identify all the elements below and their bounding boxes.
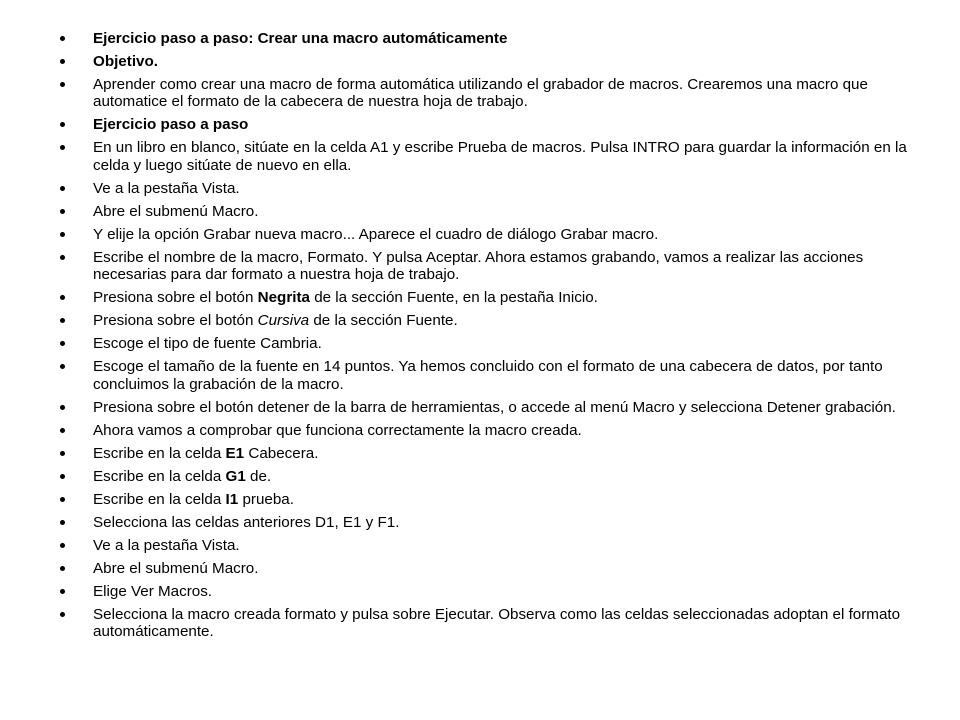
bullet-item xyxy=(60,312,920,329)
bullet-dot-icon xyxy=(60,428,65,433)
bullet-item xyxy=(60,139,920,174)
bullet-item xyxy=(60,422,920,439)
bullet-text: de la sección Fuente. xyxy=(309,312,458,330)
bullet-item xyxy=(60,203,920,220)
bullet-dot-icon xyxy=(60,451,65,456)
bullet-dot-icon xyxy=(60,474,65,479)
bullet-text: Ahora vamos a comprobar que funciona correctamente la macro creada. xyxy=(93,421,582,439)
bullet-text: prueba. xyxy=(238,490,294,508)
bullet-dot-icon xyxy=(60,209,65,214)
bullet-dot-icon xyxy=(60,122,65,127)
bullet-text: Negrita xyxy=(257,289,310,307)
bullet-item xyxy=(60,76,920,111)
bullet-text: Escribe en la celda xyxy=(93,467,226,485)
bullet-text: de. xyxy=(245,467,272,485)
bullet-dot-icon xyxy=(60,59,65,64)
bullet-item xyxy=(60,399,920,416)
bullet-text: Ejercicio paso a paso: Crear una macro automáticamente xyxy=(93,30,508,47)
bullet-dot-icon xyxy=(60,589,65,594)
bullet-text: Escribe en la celda xyxy=(93,490,226,508)
bullet-text: Ve a la pestaña Vista. xyxy=(93,536,240,554)
bullet-text: En un libro en blanco, sitúate en la celda A1 y escribe Prueba de macros. Pulsa INTRO para guardar la información en la celda y luego sitúate de nuevo en ella. xyxy=(93,139,907,174)
bullet-dot-icon xyxy=(60,405,65,410)
bullet-text: Ve a la pestaña Vista. xyxy=(93,179,240,197)
bullet-dot-icon xyxy=(60,520,65,525)
bullet-text: Escribe en la celda xyxy=(93,444,226,462)
bullet-text: Presiona sobre el botón detener de la barra de herramientas, o accede al menú Macro y selecciona Detener grabación. xyxy=(93,398,896,416)
bullet-item xyxy=(60,289,920,306)
bullet-dot-icon xyxy=(60,255,65,260)
bullet-item xyxy=(60,30,920,47)
bullet-item xyxy=(60,358,920,393)
bullet-item xyxy=(60,445,920,462)
bullet-text: Escribe el nombre de la macro, Formato. Y pulsa Aceptar. Ahora estamos grabando, vamos a realizar las acciones necesarias para dar formato a nuestra hoja de trabajo. xyxy=(93,248,864,284)
bullet-text: Escoge el tamaño de la fuente en 14 puntos. Ya hemos concluido con el formato de una cabecera de datos, por tanto concluimos la grabación de la macro. xyxy=(93,358,883,393)
bullet-dot-icon xyxy=(60,232,65,237)
bullet-item xyxy=(60,560,920,577)
bullet-text: Aprender como crear una macro de forma automática utilizando el grabador de macros. Crearemos una macro que automatice el formato de la cabecera de nuestra hoja de trabajo. xyxy=(93,76,868,111)
bullet-dot-icon xyxy=(60,543,65,548)
bullet-dot-icon xyxy=(60,186,65,191)
bullet-dot-icon xyxy=(60,612,65,617)
bullet-item xyxy=(60,514,920,531)
bullet-item xyxy=(60,335,920,352)
bullet-dot-icon xyxy=(60,566,65,571)
bullet-text: Selecciona las celdas anteriores D1, E1 y F1. xyxy=(93,513,400,531)
bullet-item xyxy=(60,180,920,197)
bullet-text: Selecciona la macro creada formato y pulsa sobre Ejecutar. Observa como las celdas seleccionadas adoptan el formato automáticamente. xyxy=(93,605,901,641)
bullet-text: Abre el submenú Macro. xyxy=(93,559,259,577)
bullet-dot-icon xyxy=(60,364,65,369)
bullet-text: Escoge el tipo de fuente Cambria. xyxy=(93,335,322,353)
bullet-item xyxy=(60,606,920,641)
bullet-item xyxy=(60,116,920,133)
bullet-item xyxy=(60,226,920,243)
bullet-dot-icon xyxy=(60,497,65,502)
bullet-item xyxy=(60,468,920,485)
bullet-dot-icon xyxy=(60,341,65,346)
bullet-text: I1 xyxy=(225,490,239,508)
bullet-dot-icon xyxy=(60,295,65,300)
bullet-dot-icon xyxy=(60,145,65,150)
bullet-item xyxy=(60,249,920,284)
bullet-list xyxy=(60,30,920,646)
bullet-text: G1 xyxy=(225,467,246,485)
bullet-text: Objetivo. xyxy=(93,53,158,70)
bullet-text: Y elije la opción Grabar nueva macro... Aparece el cuadro de diálogo Grabar macro. xyxy=(93,225,659,243)
bullet-dot-icon xyxy=(60,318,65,323)
bullet-text: Presiona sobre el botón xyxy=(93,289,258,307)
bullet-text: de la sección Fuente, en la pestaña Inicio. xyxy=(309,289,598,307)
bullet-item xyxy=(60,53,920,70)
bullet-text: Presiona sobre el botón xyxy=(93,312,258,330)
bullet-text: Ejercicio paso a paso xyxy=(93,116,249,134)
bullet-dot-icon xyxy=(60,36,65,41)
bullet-text: Cursiva xyxy=(257,312,310,330)
bullet-text: Elige Ver Macros. xyxy=(93,582,213,600)
bullet-item xyxy=(60,583,920,600)
bullet-text: Cabecera. xyxy=(244,444,319,462)
bullet-text: Abre el submenú Macro. xyxy=(93,202,259,220)
bullet-text: E1 xyxy=(225,444,245,462)
bullet-item xyxy=(60,537,920,554)
bullet-item xyxy=(60,491,920,508)
bullet-dot-icon xyxy=(60,82,65,87)
